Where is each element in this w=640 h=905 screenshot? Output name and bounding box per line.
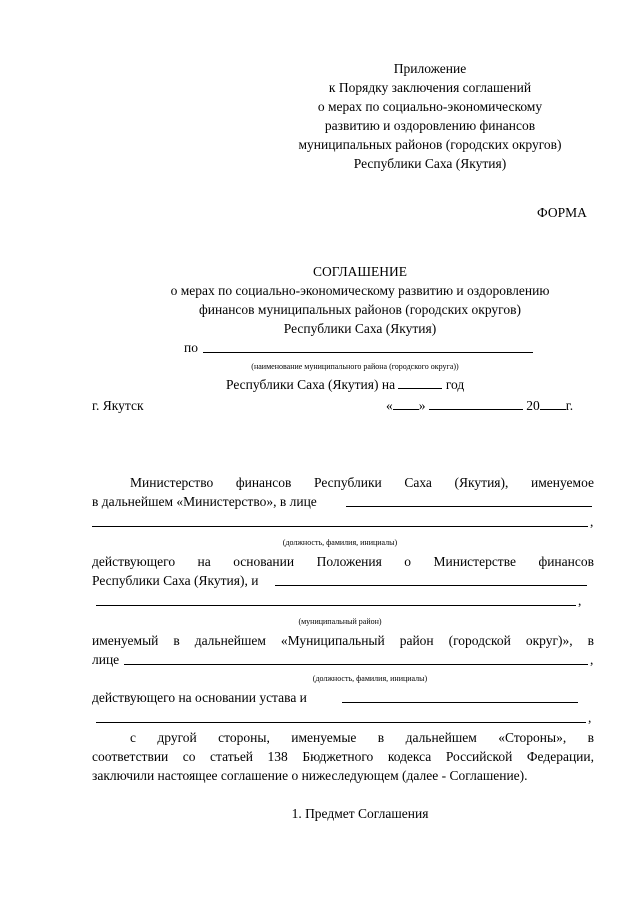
date-field: [386, 397, 573, 415]
municipality-line[interactable]: [275, 585, 587, 586]
agreement-heading: СОГЛАШЕНИЕ: [312, 264, 408, 279]
para5-line-1: с другой стороны, именуемые в дальнейшем «Стороны», в: [130, 730, 594, 745]
para1-line-2: [92, 493, 317, 511]
municipality-name-line[interactable]: [203, 352, 533, 353]
ministry-rep-line[interactable]: [346, 506, 592, 507]
day-blank[interactable]: [393, 397, 419, 410]
date-close-quote: »: [418, 398, 426, 413]
year-suffix-blank[interactable]: [540, 397, 566, 410]
title-line-1: о мерах по социально-экономическому развитию и оздоровлению: [170, 283, 550, 298]
date-open-quote: «: [386, 398, 393, 413]
para4-comma: ,: [588, 710, 592, 725]
charter-line-2[interactable]: [96, 722, 586, 723]
charter-line[interactable]: [342, 702, 578, 703]
para3-comma: ,: [590, 652, 594, 667]
para1-line-1: Министерство финансов Республики Саха (Якутия), именуемое: [130, 475, 594, 490]
po-prefix: по: [184, 340, 198, 355]
municipality-rep-line[interactable]: [124, 664, 588, 665]
appendix-line-5: муниципальных районов (городских округов): [298, 137, 562, 152]
title-line-3: Республики Саха (Якутия): [283, 321, 437, 336]
para1-line-2-text: в дальнейшем «Министерство», в лице: [92, 494, 317, 509]
para1-comma: ,: [590, 514, 594, 529]
place: г. Якутск: [92, 398, 144, 413]
para3-line-2: лице: [92, 652, 120, 667]
appendix-line-6: Республики Саха (Якутия): [353, 156, 507, 171]
para4-line-1: действующего на основании устава и: [92, 690, 307, 705]
para5-line-3: заключили настоящее соглашение о нижеследующем (далее - Соглашение).: [92, 768, 528, 783]
appendix-line-4: развитию и оздоровлению финансов: [324, 118, 536, 133]
ministry-rep-line-2[interactable]: [92, 526, 588, 527]
year-line-a: Республики Саха (Якутия) на: [226, 377, 396, 392]
year-line-b: год: [445, 377, 465, 392]
month-blank[interactable]: [429, 397, 523, 410]
po-caption: (наименование муниципального района (городского округа)): [251, 362, 459, 371]
year-line-text: [226, 376, 464, 394]
appendix-line-2: к Порядку заключения соглашений: [328, 80, 532, 95]
para2-line-2: Республики Саха (Якутия), и: [92, 573, 259, 588]
caption-position-2: (должность, фамилия, инициалы): [312, 674, 428, 683]
date-suffix: г.: [565, 398, 574, 413]
para2-line-1: действующего на основании Положения о Министерстве финансов: [92, 554, 594, 569]
para3-line-1: именуемый в дальнейшем «Муниципальный район (городской округ)», в: [92, 633, 594, 648]
appendix-line-1: Приложение: [393, 61, 467, 76]
form-label: ФОРМА: [537, 205, 587, 220]
municipality-line-2[interactable]: [96, 605, 576, 606]
year-blank[interactable]: [398, 376, 442, 389]
date-century: 20: [526, 398, 540, 413]
section-1-heading: 1. Предмет Соглашения: [291, 806, 429, 821]
title-line-2: финансов муниципальных районов (городских округов): [199, 302, 521, 317]
para5-line-2: соответствии со статьей 138 Бюджетного кодекса Российской Федерации,: [92, 749, 594, 764]
appendix-line-3: о мерах по социально-экономическому: [317, 99, 543, 114]
caption-municipality: (муниципальный район): [298, 617, 382, 626]
caption-position-1: (должность, фамилия, инициалы): [282, 538, 398, 547]
para2-comma: ,: [578, 593, 582, 608]
